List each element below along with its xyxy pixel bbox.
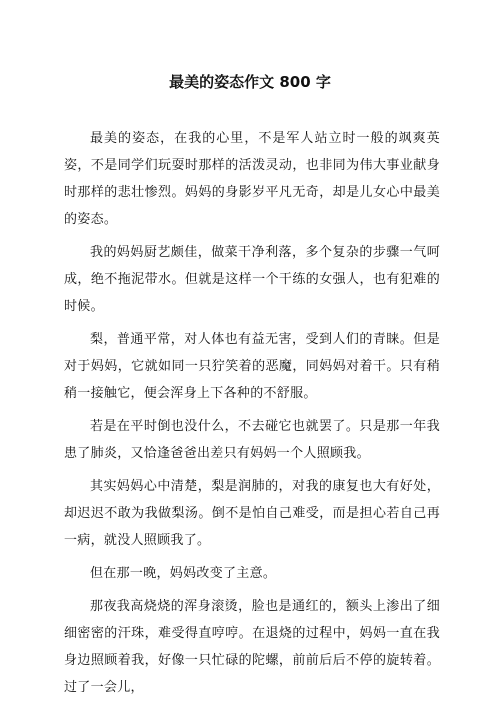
paragraph-4: 若是在平时倒也没什么，不去碰它也就罢了。只是那一年我患了肺炎，又恰逢爸爸出差只有妈妈一个人照顾我。	[64, 419, 440, 461]
paragraph-6: 但在那一晚，妈妈改变了主意。	[90, 566, 277, 581]
paragraph-2: 我的妈妈厨艺颇佳，做菜干净利落，多个复杂的步骤一气呵成，绝不拖泥带水。但就是这样一个干练的女强人，也有犯难的时候。	[64, 245, 440, 314]
paragraph-3: 梨，普通平常，对人体也有益无害，受到人们的青睐。但是对于妈妈，它就如同一只狞笑着的恶魔，同妈妈对着干。只有稍稍一接触它，便会浑身上下各种的不舒服。	[64, 332, 440, 401]
paragraph-5: 其实妈妈心中清楚，梨是润肺的，对我的康复也大有好处，却迟迟不敢为我做梨汤。倒不是怕自己难受，而是担心若自己再一病，就没人照顾我了。	[64, 479, 440, 548]
paragraph-1: 最美的姿态，在我的心里，不是军人站立时一般的飒爽英姿，不是同学们玩耍时那样的活泼灵动，也非同为伟大事业献身时那样的悲壮惨烈。妈妈的身影岁平凡无奇，却是儿女心中最美的姿态。	[64, 131, 440, 227]
document-body	[64, 125, 440, 707]
document-title: 最美的姿态作文 800 字	[169, 73, 331, 91]
paragraph-7: 那夜我高烧烧的浑身滚烫，脸也是通红的，额头上渗出了细细密密的汗珠，难受得直哼哼。在退烧的过程中，妈妈一直在我身边照顾着我，好像一只忙碌的陀螺，前前后后不停的旋转着。过了一会儿，	[64, 599, 440, 695]
